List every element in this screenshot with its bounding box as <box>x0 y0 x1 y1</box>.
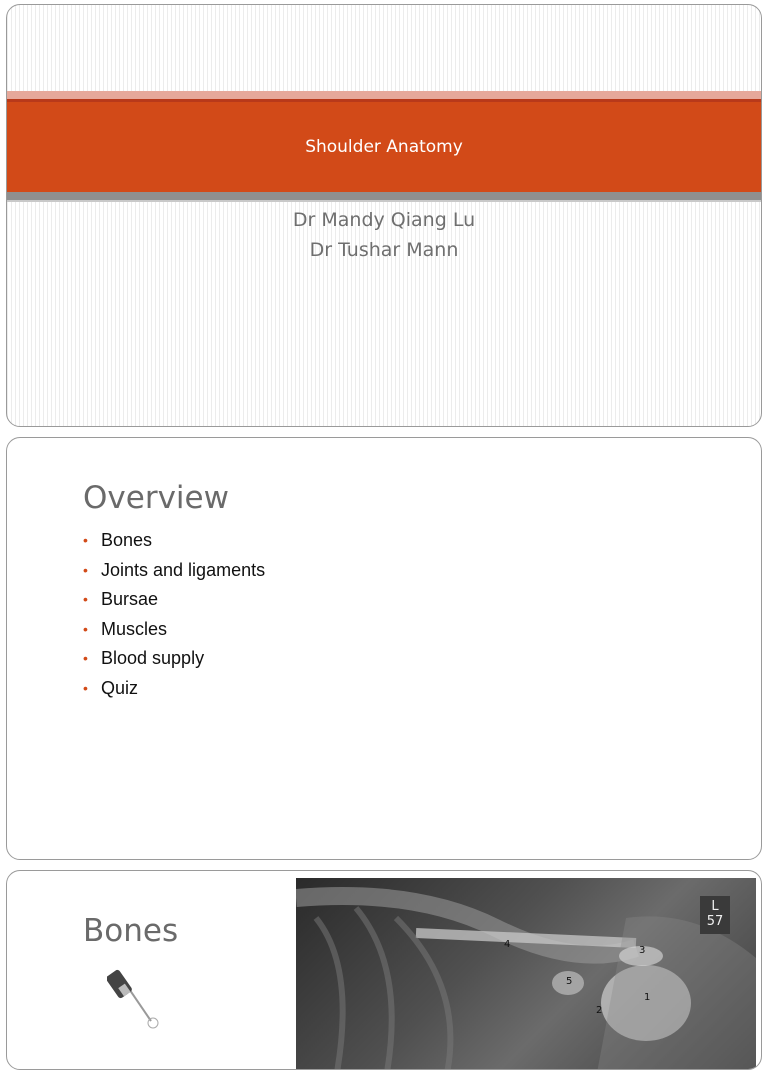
xray-bones-drawing <box>296 878 756 1070</box>
probe-illustration-icon <box>107 969 177 1029</box>
title-band <box>7 102 761 192</box>
title-slide <box>6 4 762 427</box>
bullet-text: Blood supply <box>101 648 205 669</box>
bullet-list <box>83 526 265 704</box>
title-band-top-stripe <box>7 91 761 99</box>
bullet-item <box>83 585 265 615</box>
bullet-icon: • <box>83 561 88 578</box>
xray-label: 3 <box>639 945 646 956</box>
title-band-bottom-line <box>7 200 761 202</box>
bullet-item <box>83 615 265 645</box>
side-marker-badge <box>700 896 730 934</box>
author-name: Dr Mandy Qiang Lu <box>292 209 476 231</box>
overview-slide <box>6 437 762 860</box>
bullet-item <box>83 526 265 556</box>
bones-slide <box>6 870 762 1070</box>
presentation-title: Shoulder Anatomy <box>305 137 463 157</box>
xray-label: 2 <box>596 1005 603 1016</box>
bullet-icon: • <box>83 650 88 667</box>
bullet-item <box>83 674 265 704</box>
bullet-text: Bursae <box>101 589 159 610</box>
title-band-bottom-stripe <box>7 192 761 200</box>
bullet-text: Joints and ligaments <box>101 559 266 580</box>
bullet-text: Muscles <box>101 618 168 639</box>
xray-label: 5 <box>566 976 573 987</box>
bullet-item <box>83 556 265 586</box>
side-marker-letter: L <box>711 899 719 914</box>
bullet-icon: • <box>83 591 88 608</box>
xray-label: 4 <box>504 939 511 950</box>
shoulder-xray-image <box>296 878 756 1070</box>
bullet-item <box>83 644 265 674</box>
bullet-icon: • <box>83 532 88 548</box>
author-name: Dr Tushar Mann <box>309 239 459 261</box>
side-marker-number: 57 <box>706 914 724 929</box>
bullet-icon: • <box>83 679 88 696</box>
bullet-text: Bones <box>101 530 153 550</box>
xray-label: 1 <box>644 992 651 1003</box>
slide-heading: Overview <box>83 480 229 516</box>
slide-heading: Bones <box>83 913 179 949</box>
bullet-text: Quiz <box>101 677 139 698</box>
author-list <box>7 205 761 265</box>
bullet-icon: • <box>83 620 88 637</box>
